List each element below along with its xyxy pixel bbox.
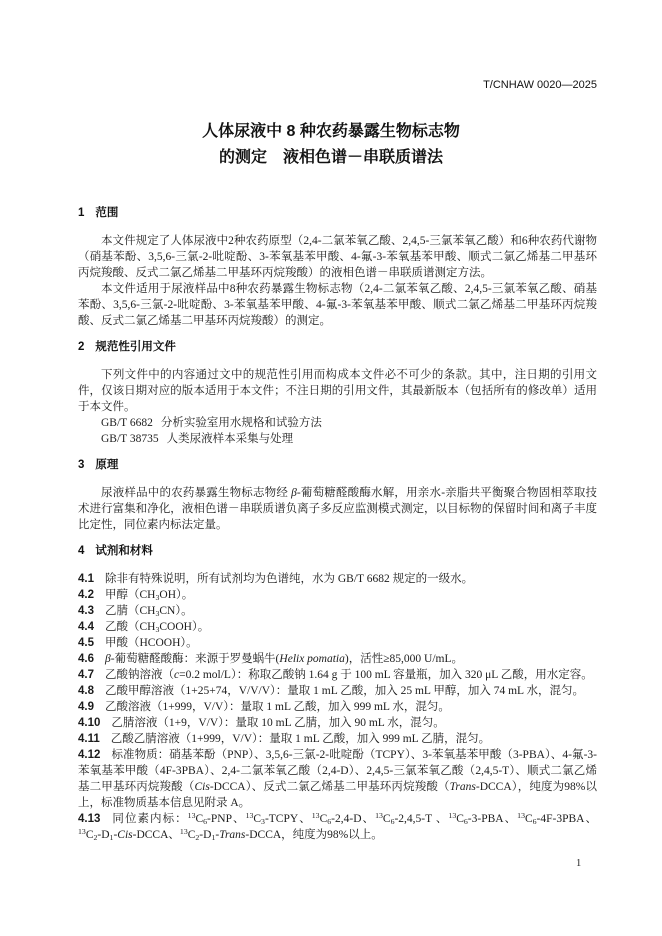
text-run: C xyxy=(319,813,328,825)
clause-4-6 xyxy=(78,651,597,667)
clause-number: 4.7 xyxy=(78,669,94,681)
section-title: 范围 xyxy=(95,207,119,219)
subscript: 2 xyxy=(93,833,98,843)
clause-4-5 xyxy=(78,635,597,651)
subscript: 1 xyxy=(109,833,114,843)
title-line-2: 的测定 液相色谱－串联质谱法 xyxy=(218,149,443,166)
clause-4-4 xyxy=(78,619,597,635)
subscript: 1 xyxy=(211,833,216,843)
subscript: 2 xyxy=(195,833,200,843)
text-run: C xyxy=(253,813,262,825)
reference-item xyxy=(78,431,597,447)
section-title: 规范性引用文件 xyxy=(95,341,176,353)
text-run: - xyxy=(215,829,220,841)
clause-4-10 xyxy=(78,715,597,731)
text-run: 同位素内标： xyxy=(111,813,188,825)
scope-paragraph-2: 本文件适用于尿液样品中8种农药暴露生物标志物（2,4-二氯苯氧乙酸、2,4,5-三氯苯氧乙酸、硝基苯酚、3,5,6-三氯-2-吡啶酚、3-苯氧基苯甲酸、4-氟-3-苯氧基苯甲酸、顺式二氯乙烯基二甲基环丙烷羧酸、反式二氯乙烯基二甲基环丙烷羧酸）的测定。 xyxy=(78,283,597,327)
document-title xyxy=(0,119,662,171)
text-run: C xyxy=(85,829,94,841)
text-run: -葡萄糖醛酸酶水解，用亲水-亲脂共平衡聚合物固相萃取技术进行富集和净化，液相色谱－串联质谱负离子多反应监测模式测定，以目标物的保留时间和离子丰度比定性，同位素内标法定量。 xyxy=(78,487,598,531)
text-run: -DCCA）、反式二氯乙烯基二甲基环丙烷羧酸（ xyxy=(209,781,450,793)
text-run: -DCCA、 xyxy=(132,829,180,841)
scope-paragraph-1: 本文件规定了人体尿液中2种农药原型（2,4-二氯苯氧乙酸、2,4,5-三氯苯氧乙酸）和6种农药代谢物（硝基苯酚、3,5,6-三氯-2-吡啶酚、3-苯氧基苯甲酸、4-氟-3-苯氧基苯甲酸、顺式二氯乙烯基二甲基环丙烷羧酸、反式二氯乙烯基二甲基环丙烷羧酸）的液相色谱－串联质谱测定方法。 xyxy=(78,235,597,279)
superscript: 13 xyxy=(311,811,320,821)
text-run: 甲醇（CH xyxy=(105,589,156,601)
text-run: CN）。 xyxy=(159,605,193,617)
page-number: 1 xyxy=(576,858,582,869)
section-scope xyxy=(78,205,597,329)
text-run: 乙酸（CH xyxy=(105,621,156,633)
clause-text: 乙酸甲醇溶液（1+25+74，V/V/V）：量取 1 mL 乙酸，加入 25 mL 甲醇，加入 74 mL 水，混匀。 xyxy=(105,685,585,697)
text-run: -2,4,5-T 、 xyxy=(394,813,449,825)
reference-code: GB/T 38735 xyxy=(101,433,159,445)
text-run: -DCCA，纯度为98%以上。 xyxy=(245,829,383,841)
clause-4-9 xyxy=(78,699,597,715)
section-number: 3 xyxy=(78,459,85,471)
clause-number: 4.2 xyxy=(78,589,94,601)
superscript: 13 xyxy=(187,811,196,821)
text-run: C xyxy=(382,813,391,825)
text-run: -D xyxy=(97,829,110,841)
section-principle xyxy=(78,457,597,533)
text-run: - xyxy=(113,829,118,841)
clause-number: 4.5 xyxy=(78,637,94,649)
text-run: C xyxy=(195,813,204,825)
clause-text: 乙酸乙腈溶液（1+999，V/V）：量取 1 mL 乙酸，加入 999 mL 乙腈，混匀。 xyxy=(110,733,491,745)
text-run: -2,4-D、 xyxy=(331,813,376,825)
section-title: 原理 xyxy=(95,459,119,471)
document-code: T/CNHAW 0020—2025 xyxy=(483,79,597,91)
subscript: 3 xyxy=(261,817,265,827)
subscript: 6 xyxy=(463,817,468,827)
clause-4-3 xyxy=(78,603,597,619)
clause-text xyxy=(105,605,193,617)
clause-number: 4.11 xyxy=(78,733,100,745)
clause-text xyxy=(105,589,193,601)
reference-title: 分析实验室用水规格和试验方法 xyxy=(160,417,322,429)
clause-number: 4.10 xyxy=(78,717,101,729)
clause-4-1 xyxy=(78,571,597,587)
clause-number: 4.4 xyxy=(78,621,94,633)
clause-4-12 xyxy=(78,747,597,811)
text-run: )，活性≥85,000 U/mL。 xyxy=(344,653,464,665)
italic-run: Cis xyxy=(117,829,133,841)
italic-run: β xyxy=(105,653,111,665)
section-heading xyxy=(78,457,597,473)
clause-4-13 xyxy=(78,811,597,843)
clause-number: 4.12 xyxy=(78,749,101,761)
italic-run: β xyxy=(291,487,297,499)
italic-run: Cis xyxy=(194,781,210,793)
subscript: 6 xyxy=(390,817,395,827)
text-run: -D xyxy=(199,829,212,841)
clause-text: 甲酸（HCOOH）。 xyxy=(105,637,198,649)
clause-number: 4.3 xyxy=(78,605,94,617)
subscript: 3 xyxy=(155,609,160,619)
clause-text xyxy=(105,669,593,681)
text-run: 乙腈（CH xyxy=(105,605,156,617)
superscript: 13 xyxy=(179,827,188,837)
superscript: 13 xyxy=(375,811,383,821)
text-run: =0.2 mol/L）：称取乙酸钠 1.64 g 于 100 mL 容量瓶，加入 320 μL 乙酸，用水定容。 xyxy=(179,669,593,681)
title-line-1: 人体尿液中 8 种农药暴露生物标志物 xyxy=(202,123,460,140)
section-heading xyxy=(78,543,597,559)
document-body xyxy=(78,205,597,843)
text-run: OH）。 xyxy=(159,589,194,601)
section-heading xyxy=(78,339,597,355)
clause-4-7 xyxy=(78,667,597,683)
superscript: 13 xyxy=(245,811,254,821)
clause-text: 乙腈溶液（1+9，V/V）：量取 10 mL 乙腈，加入 90 mL 水，混匀。 xyxy=(111,717,445,729)
text-run: 标准物质：硝基苯酚（PNP）、3,5,6-三氯-2-吡啶酚（TCPY）、3-苯氧基苯甲酸（3-PBA）、4-氟-3-苯氧基苯甲酸（4F-3PBA）、2,4-二氯苯氧乙酸（2,4-D）、2,4,5-三氯苯氧乙酸（2,4,5-T）、顺式二氯乙烯基二甲基环丙烷羧酸（ xyxy=(78,749,597,793)
text-run: C xyxy=(187,829,196,841)
text-run: 尿液样品中的农药暴露生物标志物经 xyxy=(101,487,292,499)
section-title: 试剂和材料 xyxy=(95,545,153,557)
subscript: 3 xyxy=(155,593,160,603)
superscript: 13 xyxy=(448,811,457,821)
text-run: -TCPY、 xyxy=(264,813,312,825)
text-run: COOH）。 xyxy=(159,621,210,633)
clause-number: 4.6 xyxy=(78,653,94,665)
italic-run: Helix pomatia xyxy=(279,653,345,665)
clause-4-11 xyxy=(78,731,597,747)
text-run: -PNP、 xyxy=(207,813,246,825)
superscript: 13 xyxy=(78,827,86,837)
subscript: 6 xyxy=(203,817,208,827)
clause-number: 4.13 xyxy=(78,813,101,825)
text-run: -4F-3PBA、 xyxy=(536,813,598,825)
clause-text xyxy=(105,653,463,665)
reference-title: 人类尿液样本采集与处理 xyxy=(166,433,294,445)
clause-text xyxy=(78,749,597,809)
text-run: -3-PBA、 xyxy=(467,813,518,825)
reference-code: GB/T 6682 xyxy=(101,417,153,429)
clause-text xyxy=(105,621,209,633)
text-run: 乙酸钠溶液（ xyxy=(105,669,174,681)
text-run: -DCCA），纯度为98%以上，标准物质基本信息见附录 A。 xyxy=(78,781,598,809)
clause-number: 4.1 xyxy=(78,573,94,585)
section-normative-references xyxy=(78,339,597,447)
italic-run: c xyxy=(174,669,180,681)
section-number: 2 xyxy=(78,341,85,353)
clause-text: 乙酸溶液（1+999，V/V）：量取 1 mL 乙酸，加入 999 mL 水，混匀。 xyxy=(105,701,450,713)
italic-run: Trans xyxy=(449,781,476,793)
section-number: 1 xyxy=(78,207,85,219)
text-run: C xyxy=(524,813,533,825)
superscript: 13 xyxy=(517,811,525,821)
clause-text xyxy=(78,813,597,841)
reference-item xyxy=(78,415,597,431)
subscript: 6 xyxy=(327,817,332,827)
clause-number: 4.9 xyxy=(78,701,94,713)
normative-references-intro: 下列文件中的内容通过文中的规范性引用而构成本文件必不可少的条款。其中，注日期的引用文件，仅该日期对应的版本适用于本文件；不注日期的引用文件，其最新版本（包括所有的修改单）适用于本文件。 xyxy=(78,369,597,413)
section-heading xyxy=(78,205,597,221)
subscript: 3 xyxy=(155,625,160,635)
text-run: -葡萄糖醛酸酶：来源于罗曼蜗牛( xyxy=(110,653,280,665)
section-number: 4 xyxy=(78,545,85,557)
principle-paragraph xyxy=(78,485,597,533)
clause-4-8 xyxy=(78,683,597,699)
clause-text: 除非有特殊说明，所有试剂均为色谱纯，水为 GB/T 6682 规定的一级水。 xyxy=(105,573,474,585)
text-run: C xyxy=(456,813,464,825)
subscript: 6 xyxy=(532,817,537,827)
italic-run: Trans xyxy=(219,829,246,841)
clause-number: 4.8 xyxy=(78,685,94,697)
section-reagents-materials xyxy=(78,543,597,843)
clause-4-2 xyxy=(78,587,597,603)
